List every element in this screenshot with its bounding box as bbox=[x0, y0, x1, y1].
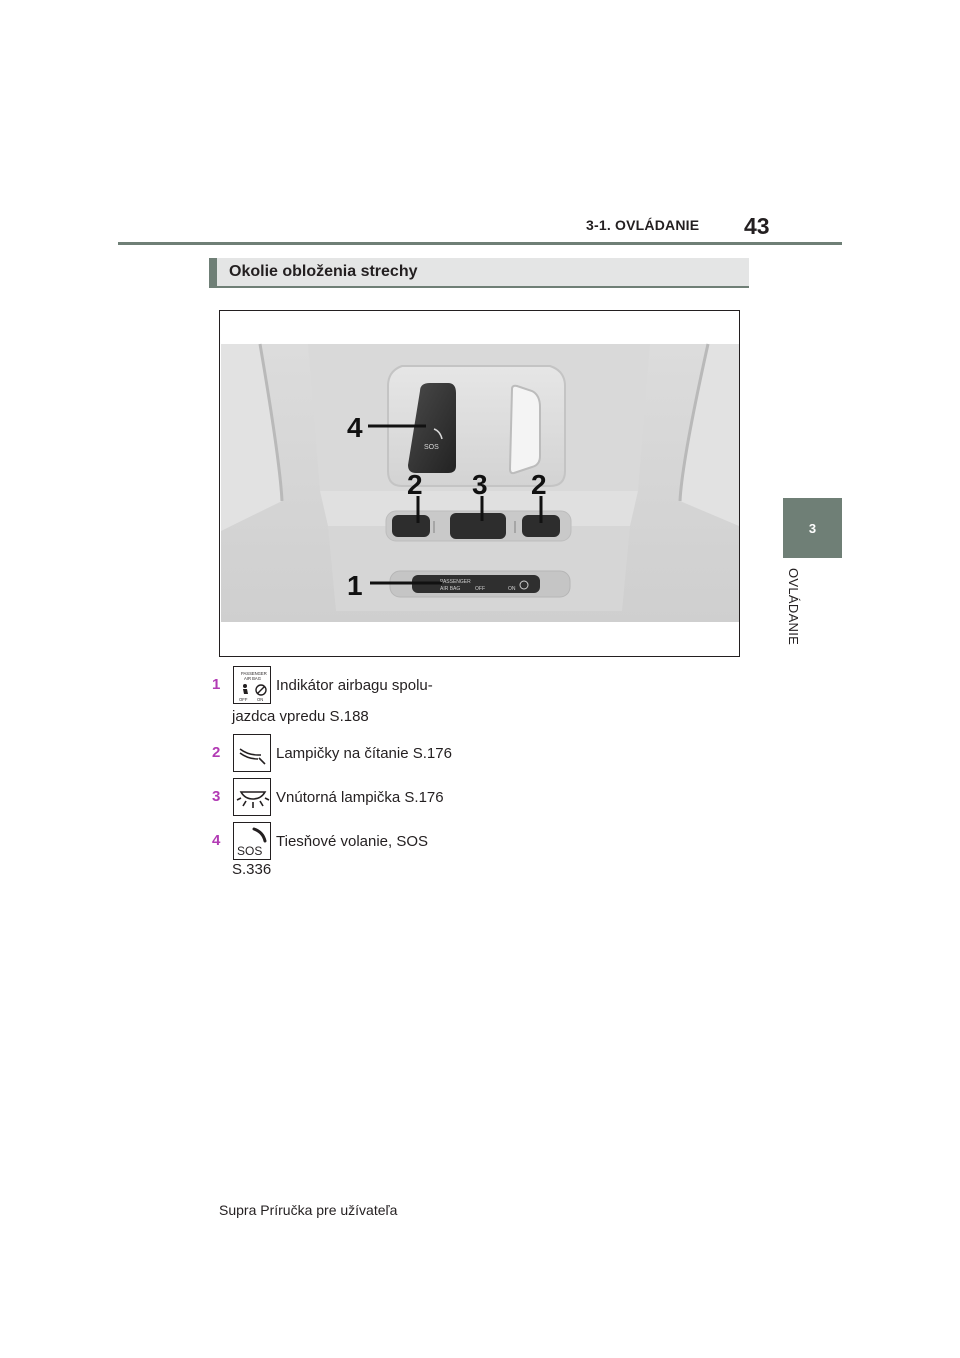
chapter-tab bbox=[783, 498, 842, 558]
reading-light-left-button bbox=[392, 515, 430, 537]
item-4-number: 4 bbox=[212, 832, 221, 849]
item-4-text-line2: S.336 bbox=[232, 861, 272, 878]
sos-call-icon bbox=[233, 822, 271, 860]
airbag-panel-line2: AIR BAG bbox=[440, 586, 461, 592]
icon-sos-label: SOS bbox=[237, 844, 263, 858]
page-footer: Supra Príručka pre užívateľa bbox=[219, 1202, 398, 1218]
reading-light-icon bbox=[233, 734, 271, 772]
subsection-heading bbox=[209, 258, 749, 288]
callout-3: 3 bbox=[472, 469, 488, 500]
interior-light-icon bbox=[233, 778, 271, 816]
chapter-number: 3 bbox=[808, 520, 817, 536]
chapter-side-label bbox=[770, 568, 818, 656]
subsection-heading-text: Okolie obloženia strechy bbox=[229, 263, 418, 280]
icon-airbag-line2: AIR BAG bbox=[244, 676, 261, 681]
sensor-lens bbox=[510, 386, 540, 473]
airbag-panel-line1: PASSENGER bbox=[440, 579, 471, 585]
sos-button-label: SOS bbox=[424, 444, 439, 451]
icon-airbag-on: ON bbox=[257, 697, 264, 702]
item-3-text: Vnútorná lampička S.176 bbox=[276, 789, 444, 806]
item-1-text-line2: jazdca vpredu S.188 bbox=[232, 708, 369, 725]
airbag-panel-on: ON bbox=[508, 586, 516, 592]
callout-2-right: 2 bbox=[531, 469, 547, 500]
page-number: 43 bbox=[744, 213, 770, 239]
overhead-console-figure bbox=[219, 310, 740, 657]
item-4-text-line1: Tiesňové volanie, SOS bbox=[276, 833, 429, 850]
callout-2-left: 2 bbox=[407, 469, 423, 500]
callout-4: 4 bbox=[347, 412, 363, 443]
item-3-number: 3 bbox=[212, 788, 221, 805]
icon-airbag-off: OFF bbox=[239, 697, 248, 702]
passenger-airbag-indicator-icon bbox=[233, 666, 271, 704]
airbag-panel-off: OFF bbox=[475, 586, 485, 592]
icon-airbag-line1: PASSENGER bbox=[241, 671, 267, 676]
callout-1: 1 bbox=[347, 570, 363, 601]
item-2-text: Lampičky na čítanie S.176 bbox=[276, 745, 452, 762]
overhead-console-illustration bbox=[220, 311, 739, 656]
section-title: 3-1. OVLÁDANIE bbox=[586, 217, 700, 233]
item-2-number: 2 bbox=[212, 744, 221, 761]
item-1-text-line1: Indikátor airbagu spolu- bbox=[276, 677, 433, 694]
header-rule bbox=[118, 242, 842, 245]
interior-light-button bbox=[450, 513, 506, 539]
item-1-number: 1 bbox=[212, 676, 221, 693]
chapter-label: OVLÁDANIE bbox=[786, 568, 801, 646]
